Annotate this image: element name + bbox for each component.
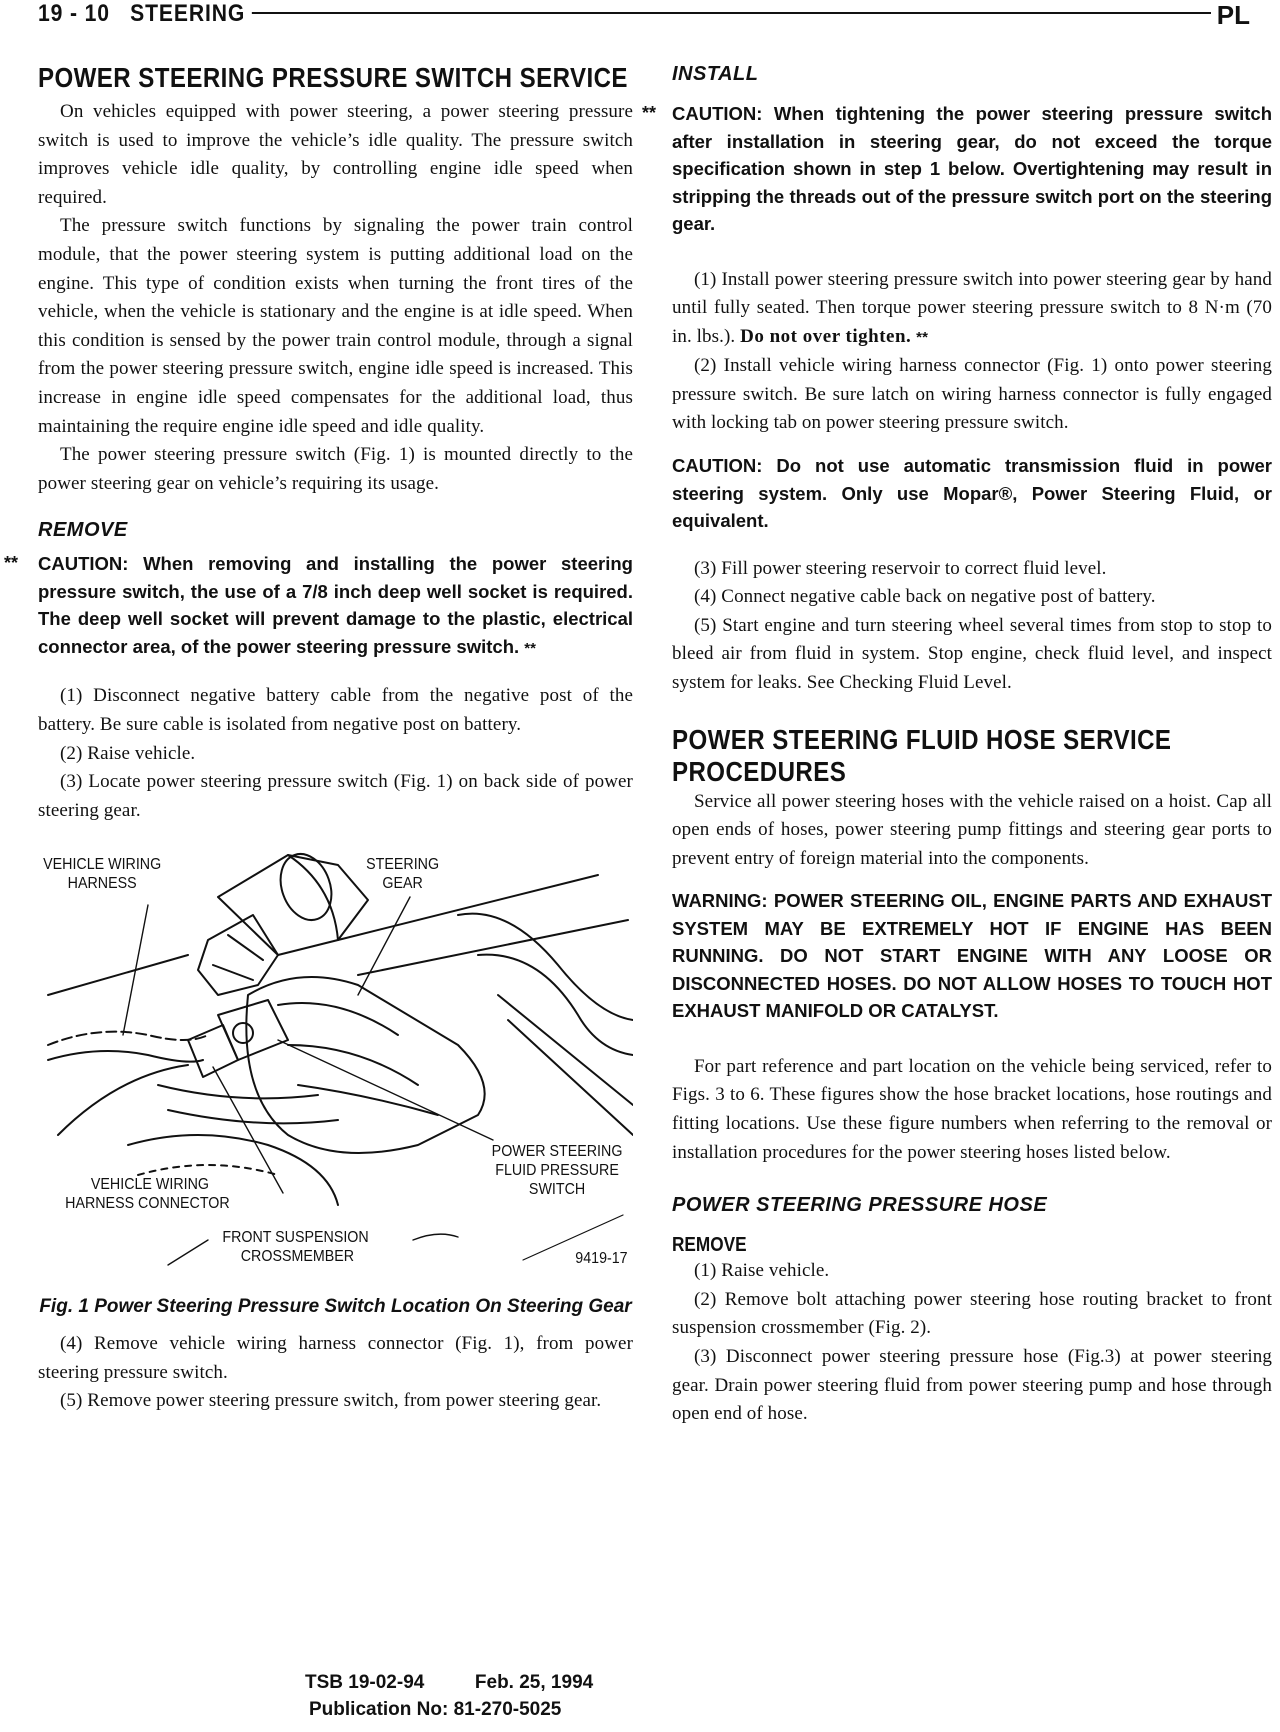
page-header <box>38 0 1250 34</box>
label-line: CROSSMEMBER <box>240 1248 355 1266</box>
install-caution <box>642 100 1272 238</box>
intro-paragraph: The pressure switch functions by signaling the power train control module, that the power steering system is putting additional load on the engine. This type of condition exists when turning the front tires of the vehicle, when the vehicle is stationary and the engine is at idle speed. When this condition is sensed by the power train control module, through a signal from the power steering pressure switch, engine idle speed is increased. This increase in engine idle speed compensates for the additional load, thus maintaining the require engine idle speed and idle quality. <box>38 215 633 437</box>
label-line: FLUID PRESSURE <box>495 1162 619 1180</box>
install-step-1-warning: Do not over tighten. <box>740 325 912 347</box>
wiring-harness-line <box>48 1032 208 1045</box>
remove-step: (3) Locate power steering pressure switch (Fig. 1) on back side of power steering gear. <box>38 771 633 821</box>
label-line: STEERING <box>366 856 440 874</box>
nut-facets <box>213 935 263 980</box>
label-line: VEHICLE WIRING <box>43 856 162 874</box>
hose-lines <box>498 995 633 1135</box>
hose-intro-paragraph: Service all power steering hoses with the vehicle raised on a hoist. Cap all open ends of hoses, power steering pump fittings and steering gear ports to prevent entry of foreign material into the components. <box>672 790 1272 869</box>
remove-step: (2) Raise vehicle. <box>60 742 196 764</box>
model-code: PL <box>1211 0 1250 31</box>
install-step: (3) Fill power steering reservoir to correct fluid level. <box>694 557 1107 579</box>
remove-step: (1) Disconnect negative battery cable from the negative post of the battery. Be sure cable is isolated from negative post on battery. <box>38 685 633 735</box>
install-step: (5) Start engine and turn steering wheel several times from stop to stop to bleed air from fluid in system. Stop engine, check fluid level, and inspect system for leaks. See Checking Fluid Level. <box>672 614 1272 693</box>
intro-paragraph: The power steering pressure switch (Fig. 1) is mounted directly to the power steering gear on vehicle’s requiring its usage. <box>38 444 633 494</box>
caution-marker: ** <box>4 553 19 574</box>
fluid-caution: CAUTION: Do not use automatic transmission fluid in power steering system. Only use Mopar®, Power Steering Fluid, or equivalent. <box>672 455 1272 532</box>
section-title-switch-service: POWER STEERING PRESSURE SWITCH SERVICE <box>38 62 628 93</box>
section-title-hose-service <box>672 724 1188 788</box>
intro-paragraph: On vehicles equipped with power steering, a power steering pressure switch is used to improve the vehicle’s idle quality. The pressure switch improves vehicle idle quality, by controlling engine idle speed when required. <box>38 101 633 208</box>
remove-caution-text: CAUTION: When removing and installing the power steering pressure switch, the use of a 7/8 inch deep well socket is required. The deep well socket will prevent damage to the plastic, electrical connector area, of the power steering pressure switch. <box>38 553 633 657</box>
header-left <box>38 0 252 28</box>
hose-remove-step: (3) Disconnect power steering pressure hose (Fig.3) at power steering gear. Drain power steering fluid from power steering pump and hose through open end of hose. <box>672 1345 1272 1425</box>
pressure-switch-port <box>233 1023 253 1043</box>
title-line: POWER STEERING FLUID HOSE SERVICE <box>672 723 1172 755</box>
caution-end-marker: ** <box>524 639 536 657</box>
tsb-footer <box>305 1669 593 1723</box>
publication-number: Publication No: 81-270-5025 <box>309 1699 562 1720</box>
label-line: HARNESS CONNECTOR <box>65 1195 230 1213</box>
label-steering-gear <box>366 855 439 893</box>
leader-gear <box>358 897 410 995</box>
page-reference: 19 - 10 <box>38 0 110 27</box>
remove-step: (5) Remove power steering pressure switch, from power steering gear. <box>60 1390 602 1412</box>
title-line: PROCEDURES <box>672 755 847 787</box>
remove-caution <box>4 550 633 662</box>
remove-heading: REMOVE <box>38 519 128 542</box>
install-step: (2) Install vehicle wiring harness connector (Fig. 1) onto power steering pressure switch. Be sure latch on wiring harness connector is fully engaged with locking tab on power steering pressure switch. <box>672 355 1272 434</box>
tsb-row <box>305 1669 593 1696</box>
label-line: SWITCH <box>528 1181 586 1199</box>
wiring-harness-line <box>48 1051 203 1062</box>
label-front-suspension-crossmember <box>222 1228 368 1266</box>
hose-curve <box>458 914 633 1020</box>
leader-crossmember-tail <box>168 1240 208 1265</box>
label-line: HARNESS <box>67 875 137 893</box>
pressure-hose-heading: POWER STEERING PRESSURE HOSE <box>672 1194 1048 1217</box>
nut-shape <box>198 915 278 995</box>
figure-reference-paragraph: For part reference and part location on the vehicle being serviced, refer to Figs. 3 to 6. These figures show the hose bracket locations, hose routings and fitting locations. Use these figure numbers when referring to the removal or installation procedures for the power steering hoses listed below. <box>672 1055 1272 1163</box>
hose-curve <box>478 955 633 1055</box>
hot-parts-warning: WARNING: POWER STEERING OIL, ENGINE PARTS AND EXHAUST SYSTEM MAY BE EXTREMELY HOT IF ENGINE HAS BEEN RUNNING. DO NOT START ENGINE WITH ANY LOOSE OR DISCONNECTED HOSES. DO NOT ALLOW HOSES TO TOUCH HOT EXHAUST MANIFOLD OR CATALYST. <box>672 890 1272 1022</box>
leader-harness <box>123 905 148 1035</box>
tsb-number: TSB 19-02-94 <box>305 1672 425 1693</box>
connector-body <box>188 1025 238 1077</box>
install-step-1-text: (1) Install power steering pressure switch into power steering gear by hand until fully seated. Then torque power steering pressure switch to 8 N·m (70 in. lbs.). <box>672 268 1272 347</box>
section-name: STEERING <box>130 0 246 27</box>
label-line: GEAR <box>382 875 423 893</box>
install-step: (4) Connect negative cable back on negative post of battery. <box>694 586 1156 608</box>
leader-switch <box>278 1040 493 1140</box>
hose-remove-step: (2) Remove bolt attaching power steering hose routing bracket to front suspension crossmember (Fig. 2). <box>672 1288 1272 1339</box>
label-line: VEHICLE WIRING <box>90 1176 209 1194</box>
install-heading: INSTALL <box>672 63 759 85</box>
label-line: FRONT SUSPENSION <box>222 1229 369 1247</box>
frame-lines <box>158 1085 338 1123</box>
label-pressure-switch <box>492 1142 623 1199</box>
figure-1-illustration <box>38 845 633 1275</box>
crossmember-dashed <box>138 1165 278 1175</box>
figure-id: 9419-17 <box>575 1250 628 1268</box>
hose-remove-step: (1) Raise vehicle. <box>694 1260 830 1282</box>
label-line: POWER STEERING <box>491 1143 623 1161</box>
harness-routing <box>48 955 188 1135</box>
figure-1-caption: Fig. 1 Power Steering Pressure Switch Location On Steering Gear <box>39 1296 632 1318</box>
tsb-date: Feb. 25, 1994 <box>474 1672 594 1693</box>
gear-boot-shape <box>218 855 368 955</box>
install-caution-text: CAUTION: When tightening the power steering pressure switch after installation in steering gear, do not exceed the torque specification shown in step 1 below. Overtightening may result in stripping the threads out of the pressure switch port on the steering gear. <box>672 103 1272 234</box>
left-column <box>4 62 633 1416</box>
remove-step: (4) Remove vehicle wiring harness connector (Fig. 1), from power steering pressure switch. <box>38 1333 633 1383</box>
right-column <box>642 62 1272 1429</box>
label-vehicle-wiring-harness <box>43 855 161 893</box>
gear-body-contours <box>278 1003 438 1115</box>
hose-remove-heading: REMOVE <box>672 1234 747 1257</box>
install-step <box>672 266 1272 353</box>
leader-crossmember <box>413 1234 458 1240</box>
label-harness-connector <box>65 1175 230 1213</box>
caution-end-marker: ** <box>916 328 929 346</box>
caution-marker: ** <box>642 103 657 123</box>
